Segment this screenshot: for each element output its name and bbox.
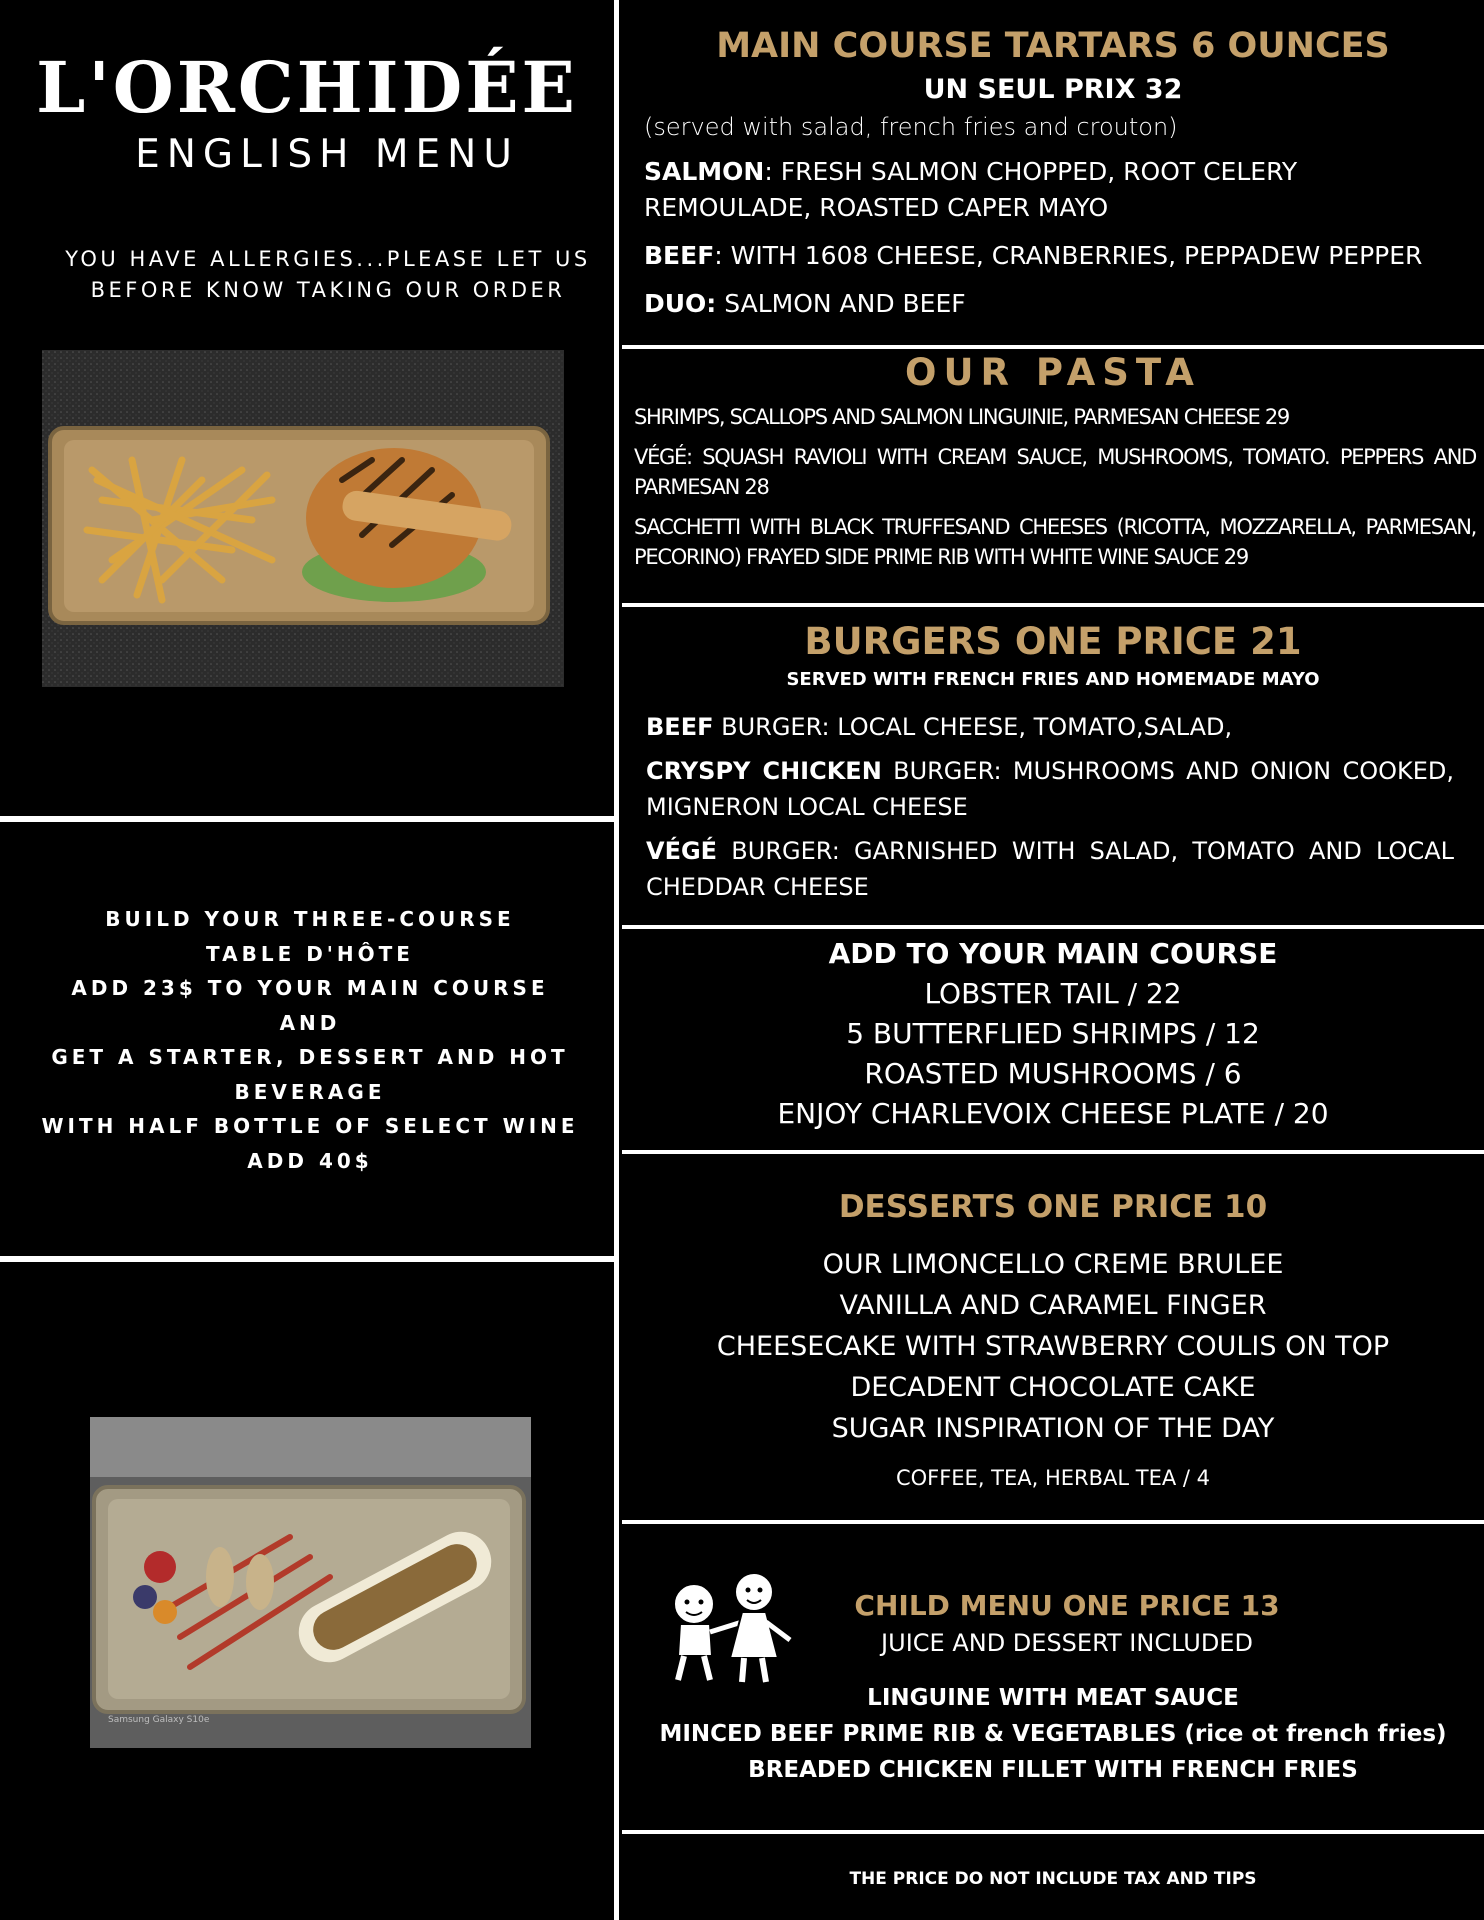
- child-menu-items: [622, 1680, 1484, 1788]
- add-ons-section: [622, 934, 1484, 1134]
- child-menu-item: LINGUINE WITH MEAT SAUCE: [867, 1685, 1239, 1711]
- tartar-item-name: BEEF: [644, 241, 715, 270]
- tartar-item-name: SALMON: [644, 157, 765, 186]
- tartars-title: MAIN COURSE TARTARS 6 OUNCES: [716, 26, 1390, 66]
- tax-tips-note: THE PRICE DO NOT INCLUDE TAX AND TIPS: [849, 1869, 1257, 1889]
- burger-item-name: VÉGÉ: [646, 837, 718, 865]
- tartar-item-beef: [644, 238, 1444, 274]
- right-divider-1: [622, 345, 1484, 349]
- dessert-item: DECADENT CHOCOLATE CAKE: [850, 1372, 1256, 1403]
- child-menu-item: MINCED BEEF PRIME RIB & VEGETABLES (rice ot french fries): [659, 1721, 1447, 1747]
- add-on-item: 5 BUTTERFLIED SHRIMPS / 12: [846, 1017, 1260, 1050]
- hot-beverages: COFFEE, TEA, HERBAL TEA / 4: [895, 1466, 1211, 1490]
- burger-item-beef: [646, 709, 1454, 745]
- restaurant-title: L'ORCHIDÉE: [36, 46, 578, 129]
- table-dhote-line: TABLE D'HÔTE: [206, 941, 414, 966]
- right-divider-4: [622, 1150, 1484, 1154]
- allergy-note: YOU HAVE ALLERGIES...PLEASE LET US BEFORE KNOW TAKING OUR ORDER: [65, 247, 591, 302]
- burger-plate-illustration: [42, 350, 564, 687]
- tartar-item-desc: : WITH 1608 CHEESE, CRANBERRIES, PEPPADEW PEPPER: [714, 241, 1423, 270]
- left-divider-2: [0, 1256, 614, 1262]
- table-dhote-line: BEVERAGE: [234, 1079, 386, 1104]
- pasta-item: SACCHETTI WITH BLACK TRUFFESAND CHEESES (RICOTTA, MOZZARELLA, PARMESAN, PECORINO) FRAYED SIDE PRIME RIB WITH WHITE WINE SAUCE 29: [634, 515, 1476, 569]
- desserts-title: DESSERTS ONE PRICE 10: [838, 1189, 1268, 1225]
- right-divider-6: [622, 1830, 1484, 1834]
- pasta-title: OUR PASTA: [905, 351, 1201, 394]
- pasta-section: [622, 350, 1484, 572]
- burgers-served-with: SERVED WITH FRENCH FRIES AND HOMEMADE MAYO: [786, 669, 1320, 690]
- tartar-item-name: DUO:: [644, 289, 717, 318]
- burgers-section: [622, 617, 1484, 905]
- table-dhote-line: BUILD YOUR THREE-COURSE: [105, 907, 515, 931]
- burger-item-desc: BURGER: LOCAL CHEESE, TOMATO,SALAD,: [713, 713, 1233, 741]
- burger-and-fries-photo: [42, 350, 564, 687]
- add-ons-title: ADD TO YOUR MAIN COURSE: [828, 937, 1278, 970]
- photo-watermark: Samsung Galaxy S10e: [108, 1715, 210, 1725]
- burger-item-name: BEEF: [646, 713, 714, 741]
- child-menu-included: JUICE AND DESSERT INCLUDED: [881, 1629, 1253, 1657]
- tartar-item-desc: : FRESH SALMON CHOPPED, ROOT CELERY REMOULADE, ROASTED CAPER MAYO: [644, 157, 1298, 222]
- child-menu-title: CHILD MENU ONE PRICE 13: [854, 1589, 1280, 1622]
- burger-item-chicken: [646, 753, 1454, 825]
- tartars-section: [622, 20, 1484, 322]
- add-on-item: ENJOY CHARLEVOIX CHEESE PLATE / 20: [777, 1097, 1329, 1130]
- table-dhote-line: ADD 23$ TO YOUR MAIN COURSE AND: [71, 976, 549, 1035]
- add-on-item: LOBSTER TAIL / 22: [924, 977, 1182, 1010]
- pasta-item: SHRIMPS, SCALLOPS AND SALMON LINGUINIE, PARMESAN CHEESE 29: [634, 405, 1289, 429]
- dessert-plate-illustration: [90, 1417, 531, 1748]
- pasta-item: VÉGÉ: SQUASH RAVIOLI WITH CREAM SAUCE, MUSHROOMS, TOMATO. PEPPERS AND PARMESAN 28: [634, 445, 1476, 499]
- dessert-item: VANILLA AND CARAMEL FINGER: [839, 1290, 1267, 1321]
- tartar-item-desc: SALMON AND BEEF: [716, 289, 966, 318]
- dessert-item: OUR LIMONCELLO CREME BRULEE: [822, 1249, 1284, 1280]
- child-menu-item: BREADED CHICKEN FILLET WITH FRENCH FRIES: [748, 1757, 1358, 1783]
- dessert-item: SUGAR INSPIRATION OF THE DAY: [831, 1413, 1275, 1444]
- burger-item-desc: BURGER: GARNISHED WITH SALAD, TOMATO AND LOCAL CHEDDAR CHEESE: [646, 837, 1454, 901]
- table-dhote-offer: [40, 902, 580, 1178]
- right-divider-3: [622, 925, 1484, 929]
- left-divider-1: [0, 816, 614, 822]
- burgers-title: BURGERS ONE PRICE 21: [804, 620, 1302, 663]
- dessert-item: CHEESECAKE WITH STRAWBERRY COULIS ON TOP: [716, 1331, 1390, 1362]
- menu-subtitle: ENGLISH MENU: [135, 132, 519, 177]
- tartar-item-salmon: [644, 154, 1444, 226]
- table-dhote-line: WITH HALF BOTTLE OF SELECT WINE: [41, 1114, 579, 1138]
- table-dhote-line: GET A STARTER, DESSERT AND HOT: [51, 1045, 569, 1069]
- tartars-served-with: (served with salad, french fries and crouton): [644, 113, 1178, 141]
- burger-item-vege: [646, 833, 1454, 905]
- tartars-price: UN SEUL PRIX 32: [923, 74, 1183, 105]
- tartar-item-duo: [644, 286, 1444, 322]
- desserts-section: [622, 1184, 1484, 1493]
- dessert-plate-photo: [90, 1417, 531, 1748]
- burger-item-desc: BURGER: MUSHROOMS AND ONION COOKED, MIGNERON LOCAL CHEESE: [646, 757, 1454, 821]
- add-on-item: ROASTED MUSHROOMS / 6: [864, 1057, 1242, 1090]
- right-divider-2: [622, 603, 1484, 607]
- child-menu-section: [622, 1586, 1484, 1660]
- right-divider-5: [622, 1520, 1484, 1524]
- table-dhote-line: ADD 40$: [247, 1148, 373, 1173]
- burger-item-name: CRYSPY CHICKEN: [646, 757, 882, 785]
